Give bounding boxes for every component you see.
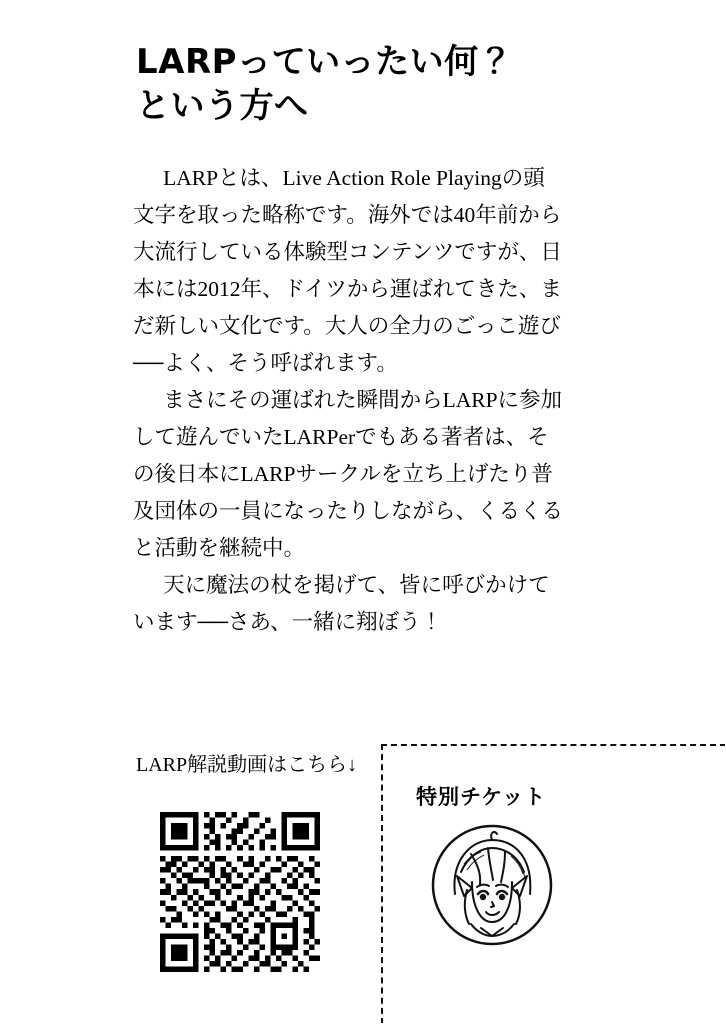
- page-title-line-2: という方へ: [136, 86, 309, 127]
- ticket-title: 特別チケット: [416, 785, 547, 809]
- qr-caption: LARP解説動画はこちら↓: [136, 754, 358, 776]
- paragraph-1: LARPとは、Live Action Role Playingの頭文字を取った略称です。海外では40年前から大流行している体験型コンテンツですが、日本には2012年、ドイツから運ばれてきた、まだ新しい文化です。大人の全力のごっこ遊び──よく、そう呼ばれます。: [133, 166, 562, 375]
- paragraph-3: 天に魔法の杖を掲げて、皆に呼びかけています──さあ、一緒に翔ぼう！: [133, 573, 550, 634]
- page-title: [136, 40, 676, 128]
- paragraph-2: まさにその運ばれた瞬間からLARPに参加して遊んでいたLARPerでもある著者は、その後日本にLARPサークルを立ち上げたり普及団体の一員になったりしながら、くるくると活動を継続中。: [133, 388, 564, 560]
- body-copy: [133, 160, 565, 641]
- special-ticket: [381, 744, 726, 1024]
- qr-code-icon[interactable]: [160, 812, 320, 972]
- page-title-line-1: LARPっていったい何？: [136, 42, 514, 82]
- elf-character-portrait-icon: [431, 824, 553, 946]
